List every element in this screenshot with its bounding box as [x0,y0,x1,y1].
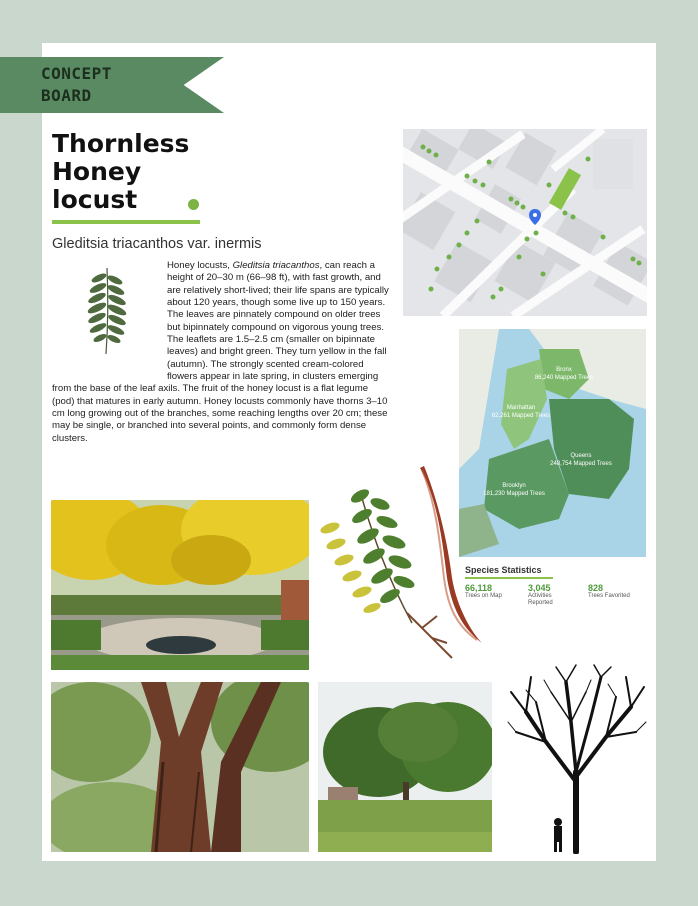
stat-value: 3,045 [528,583,551,593]
page-title: Thornless Honey locust [52,129,190,214]
autumn-park-photo [51,500,309,670]
stat-trees-favorited [588,583,630,600]
title-accent-dot [188,199,199,210]
tree-trunk-photo [51,682,309,852]
stat-value: 66,118 [465,583,493,593]
brooklyn-count: 181,230 Mapped Trees [483,491,545,497]
leaf-thorn-pod-illustration [312,458,492,668]
street-map[interactable] [403,129,647,316]
queens-label: Queens [570,453,592,459]
queens-count: 248,754 Mapped Trees [550,461,612,467]
stat-activities-reported [528,583,570,607]
stat-label: Trees on Map [465,593,502,599]
manhattan-count: 62,261 Mapped Trees [491,413,551,419]
stats-title: Species Statistics [465,565,542,575]
description-body: , can reach a height of 20–30 m (66–98 ft), with fast growth, and are relatively short-lived; their life spans are typically about 120 years, though some live up to 150 years. The leaves are pinnately compound on older trees but bipinnately compound on vigorous young trees. The leaflets are 1.5–2.5 cm (smaller on bipinnate leaves) and bright green. They turn yellow in the fall (autumn). The strongly scented cream-colored flowers appear in late spring, in clusters emerging from the base of the leaf axils. The fruit of the honey locust is a flat legume (pod) that matures in early autumn. Honey locusts commonly have thorns 3–10 cm long growing out of the branches, some reaching lengths over 20 cm; these may be single, or branched into several points, and commonly form dense clusters. [52,260,389,444]
stat-label: Trees Favorited [588,593,630,599]
scientific-name: Gleditsia triacanthos var. inermis [52,236,262,252]
stat-label: Activities Reported [528,593,553,606]
bronx-label: Bronx [556,367,572,373]
brooklyn-label: Brooklyn [502,483,526,489]
tree-silhouette-icon [506,662,648,854]
manhattan-label: Manhattan [506,405,536,411]
description-intro: Honey locusts, [167,260,233,271]
park-tree-photo [318,682,492,852]
description-text [52,260,392,445]
title-underline [52,220,200,224]
stat-value: 828 [588,583,604,593]
banner-label: CONCEPT BOARD [41,64,112,105]
species-italic: Gleditsia triacanthos [232,260,320,271]
bronx-count: 86,240 Mapped Trees [534,375,594,381]
